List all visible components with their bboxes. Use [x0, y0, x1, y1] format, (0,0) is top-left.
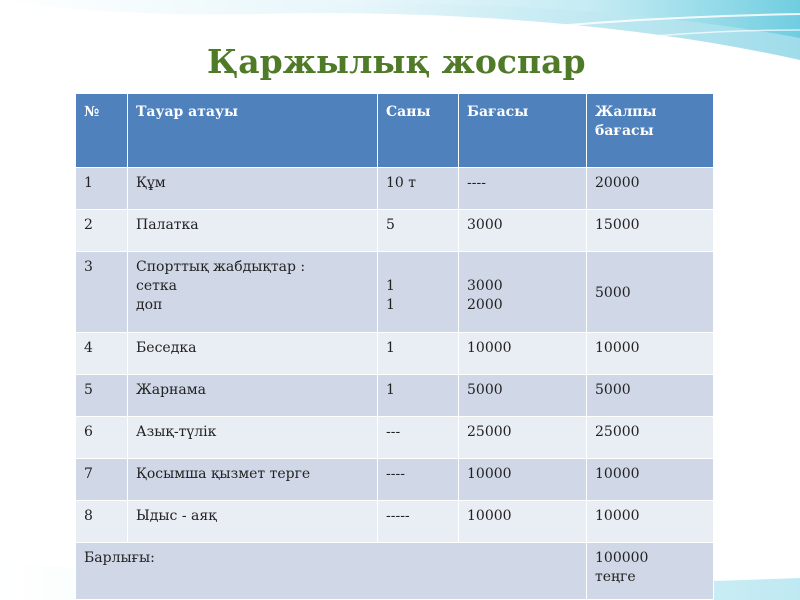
header-total-price: Жалпы бағасы — [587, 94, 714, 168]
row-quantity: ----- — [378, 501, 459, 543]
grand-total-line: 100000 — [595, 550, 649, 566]
row-quantity — [378, 252, 459, 333]
financial-plan-table — [75, 93, 714, 600]
row-number: 4 — [76, 333, 128, 375]
row-total: 10000 — [587, 333, 714, 375]
row-number: 2 — [76, 210, 128, 252]
grand-total — [587, 543, 714, 600]
table-row — [76, 459, 714, 501]
table-row — [76, 417, 714, 459]
row-total: 10000 — [587, 459, 714, 501]
table-row — [76, 210, 714, 252]
table-header-row — [76, 94, 714, 168]
quantity-line: 1 — [386, 297, 395, 313]
header-quantity: Саны — [378, 94, 459, 168]
grand-total-line: теңге — [595, 569, 636, 585]
row-price: 25000 — [459, 417, 587, 459]
item-name-line: Спорттық жабдықтар : — [136, 259, 306, 275]
row-item-name: Палатка — [128, 210, 378, 252]
price-line: 3000 — [467, 278, 503, 294]
item-name-line: доп — [136, 297, 163, 313]
row-price: 3000 — [459, 210, 587, 252]
row-number: 1 — [76, 168, 128, 210]
header-price: Бағасы — [459, 94, 587, 168]
slide-title: Қаржылық жоспар — [207, 42, 586, 81]
row-quantity: 1 — [378, 375, 459, 417]
total-line: 5000 — [595, 284, 631, 301]
row-number: 8 — [76, 501, 128, 543]
header-number: № — [76, 94, 128, 168]
row-price: 10000 — [459, 459, 587, 501]
row-price: 10000 — [459, 333, 587, 375]
total-label: Барлығы: — [76, 543, 587, 600]
table-row — [76, 501, 714, 543]
row-item-name: Беседка — [128, 333, 378, 375]
quantity-line: 1 — [386, 278, 395, 294]
row-number: 5 — [76, 375, 128, 417]
table-row — [76, 375, 714, 417]
row-quantity: --- — [378, 417, 459, 459]
row-total: 10000 — [587, 501, 714, 543]
row-item-name — [128, 252, 378, 333]
row-price: 5000 — [459, 375, 587, 417]
row-item-name: Азық-түлік — [128, 417, 378, 459]
row-item-name: Ыдыс - аяқ — [128, 501, 378, 543]
row-total: 20000 — [587, 168, 714, 210]
item-name-line: сетка — [136, 278, 177, 294]
row-number: 3 — [76, 252, 128, 333]
table-row — [76, 252, 714, 333]
price-line: 2000 — [467, 297, 503, 313]
row-total: 5000 — [587, 375, 714, 417]
row-quantity: ---- — [378, 459, 459, 501]
table-row — [76, 168, 714, 210]
row-quantity: 1 — [378, 333, 459, 375]
row-price: ---- — [459, 168, 587, 210]
row-quantity: 5 — [378, 210, 459, 252]
header-item-name: Тауар атауы — [128, 94, 378, 168]
row-item-name: Құм — [128, 168, 378, 210]
row-total: 25000 — [587, 417, 714, 459]
row-price — [459, 252, 587, 333]
row-item-name: Жарнама — [128, 375, 378, 417]
row-total: 15000 — [587, 210, 714, 252]
row-total — [587, 252, 714, 333]
table-row — [76, 333, 714, 375]
table-total-row — [76, 543, 714, 600]
row-price: 10000 — [459, 501, 587, 543]
row-number: 6 — [76, 417, 128, 459]
row-quantity: 10 т — [378, 168, 459, 210]
row-item-name: Қосымша қызмет терге — [128, 459, 378, 501]
row-number: 7 — [76, 459, 128, 501]
